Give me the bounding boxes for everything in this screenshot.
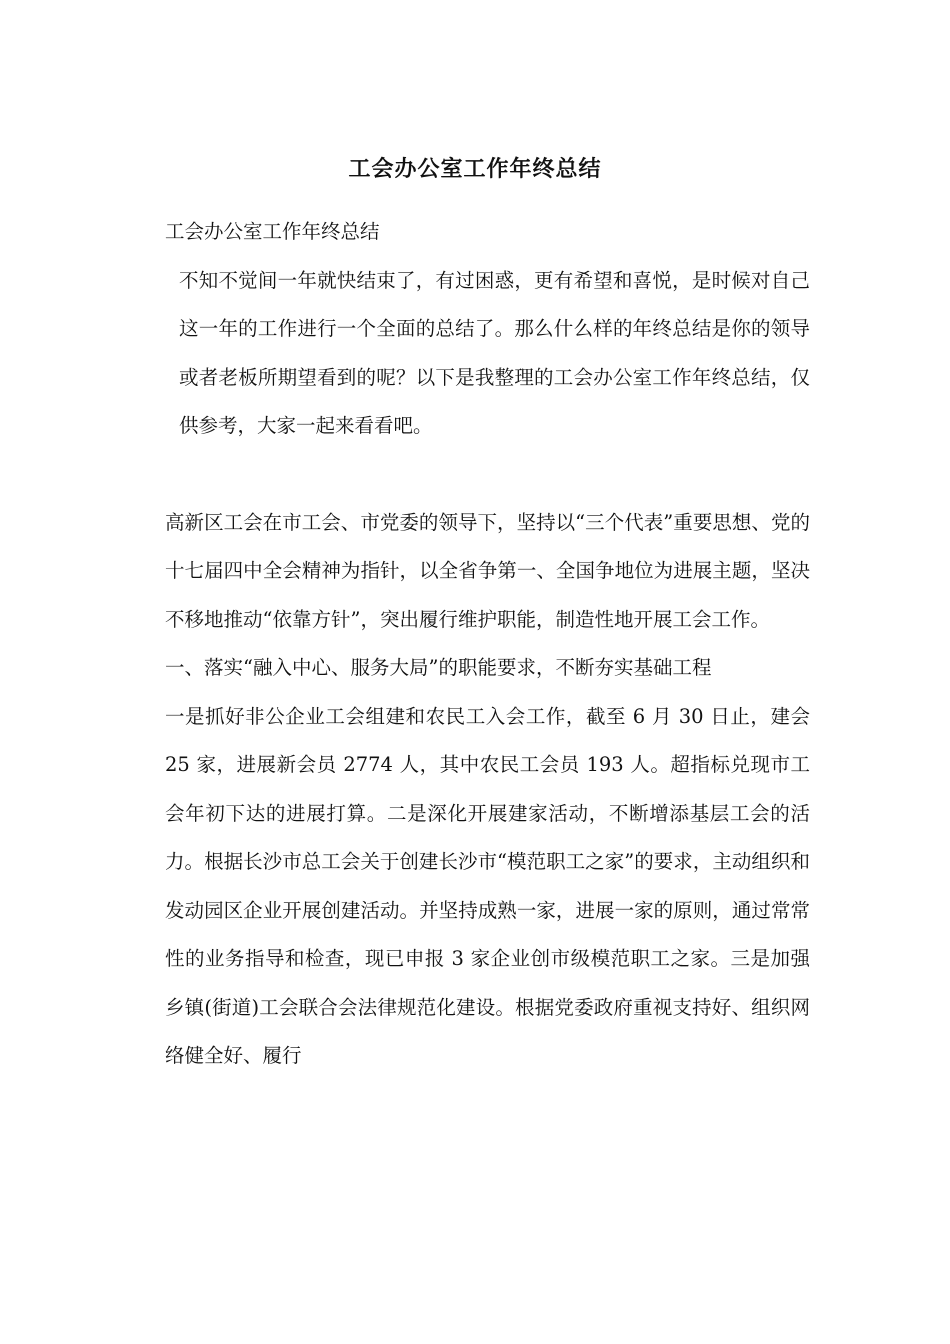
document-body (145, 208, 810, 1081)
document-subtitle: 工会办公室工作年终总结 (165, 220, 380, 243)
intro-paragraph: 不知不觉间一年就快结束了，有过困惑，更有希望和喜悦，是时候对自己这一年的工作进行一个全面的总结了。那么什么样的年终总结是你的领导或者老板所期望看到的呢？以下是我整理的工会办公室工作年终总结，仅供参考，大家一起来看看吧。 (179, 268, 810, 437)
document-title: 工会办公室工作年终总结 (348, 156, 602, 182)
section-heading-1: 一、落实“融入中心、服务大局”的职能要求，不断夯实基础工程 (165, 656, 712, 679)
paragraph-section-1: 一是抓好非公企业工会组建和农民工入会工作，截至 6 月 30 日止，建会 25 家，进展新会员 2774 人，其中农民工会员 193 人。超指标兑现市工会年初下达的进展打算。二是深化开展建家活动，不断增添基层工会的活力。根据长沙市总工会关于创建长沙市“模范职工之家”的要求，主动组织和发动园区企业开展创建活动。并坚持成熟一家，进展一家的原则，通过常常性的业务指导和检查，现已申报 3 家企业创市级模范职工之家。三是加强乡镇(街道)工会联合会法律规范化建设。根据党委政府重视支持好、组织网络健全好、履行 (165, 704, 810, 1067)
paragraph-overview: 高新区工会在市工会、市党委的领导下，坚持以“三个代表”重要思想、党的十七届四中全会精神为指针，以全省争第一、全国争地位为进展主题，坚决不移地推动“依靠方针”，突出履行维护职能，制造性地开展工会工作。 (165, 510, 810, 631)
paragraph-spacer (145, 451, 810, 499)
